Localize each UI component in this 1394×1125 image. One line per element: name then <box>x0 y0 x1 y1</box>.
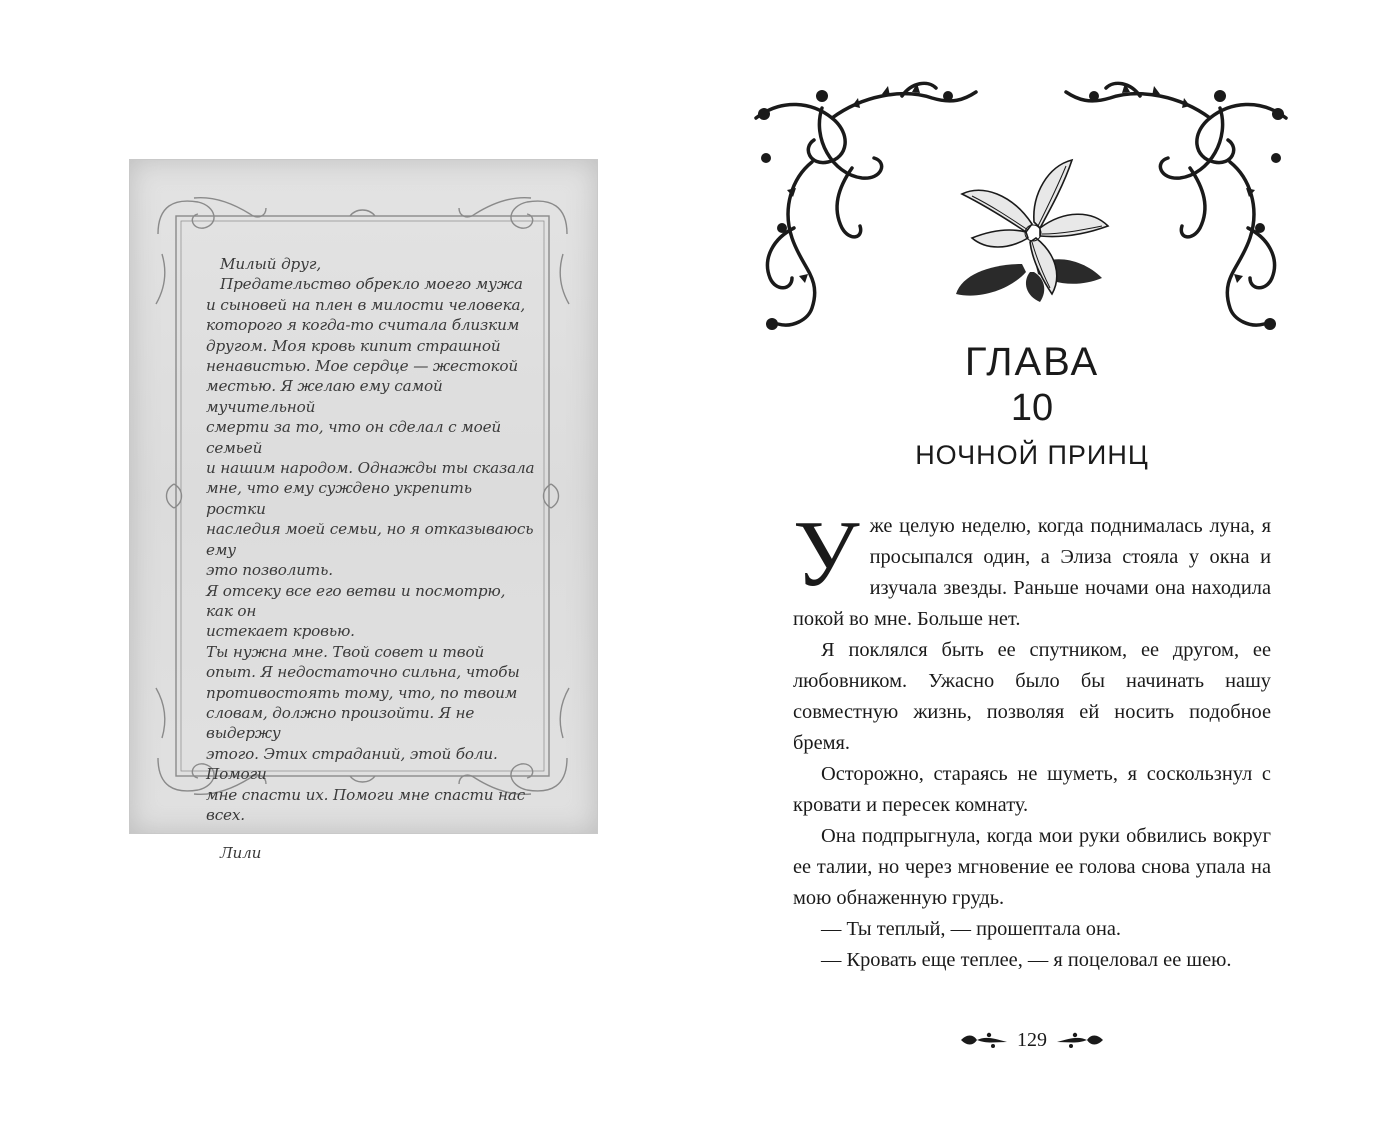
letter-line: и сыновей на плен в милости человека, <box>206 295 526 314</box>
paragraph <box>793 502 1271 635</box>
letter-line: и нашим народом. Однажды ты сказала <box>206 459 535 478</box>
ornament-left-icon <box>959 1030 1009 1050</box>
paragraph: — Кровать еще теплее, — я поцеловал ее шею. <box>821 949 1232 971</box>
letter-line: противостоять тому, что, по твоим <box>206 683 518 702</box>
letter-line: местью. Я желаю ему самой мучительной <box>206 377 443 416</box>
flower-illustration-icon <box>952 154 1112 304</box>
letter-line: словам, должно произойти. Я не выдержу <box>206 703 475 743</box>
page-number: 129 <box>1017 1028 1047 1051</box>
paragraph: — Ты теплый, — прошептала она. <box>821 918 1122 940</box>
chapter-number: 10 <box>1010 387 1054 429</box>
chapter-title: НОЧНОЙ ПРИНЦ <box>915 440 1149 470</box>
letter-line: это позволить. <box>206 561 333 580</box>
chapter-body <box>793 502 1271 976</box>
letter-line: мне спасти их. Помоги мне спасти нас <box>206 785 526 804</box>
page-footer <box>952 1025 1112 1055</box>
letter-line: всех. <box>206 805 245 824</box>
chapter-heading <box>793 338 1271 472</box>
letter-line: Ты нужна мне. Твой совет и твой <box>206 642 485 661</box>
letter-line: наследия моей семьи, но я отказываюсь ему <box>206 520 534 559</box>
letter-text <box>206 254 536 864</box>
letter-line: которого я когда-то считала близким <box>206 316 520 335</box>
ornament-right-icon <box>1055 1030 1105 1050</box>
letter-card <box>129 159 598 863</box>
letter-line: мне, что ему суждено укрепить ростки <box>206 479 472 518</box>
letter-line: смерти за то, что он сделал с моей семьей <box>206 418 502 457</box>
paragraph: Я поклялся быть ее спутником, ее другом, ее любовником. Ужасно было бы начинать нашу совместную жизнь, позволяя ей носить подобное бремя. <box>793 639 1271 754</box>
letter-line: истекает кровью. <box>206 622 355 641</box>
letter-line: ненавистью. Мое сердце — жестокой <box>206 357 519 376</box>
letter-greeting: Милый друг, <box>220 255 321 273</box>
letter-line: опыт. Я недостаточно сильна, чтобы <box>206 663 520 682</box>
paragraph: Осторожно, стараясь не шуметь, я соскользнул с кровати и пересек комнату. <box>793 763 1271 816</box>
letter-line: этого. Этих страданий, этой боли. Помоги <box>206 744 498 784</box>
drop-cap: У <box>793 502 860 606</box>
chapter-label: ГЛАВА <box>964 340 1100 384</box>
letter-signature: Лили <box>220 844 262 863</box>
letter-line: Я отсеку все его ветви и посмотрю, как он <box>206 581 506 620</box>
thorn-vine-left-icon <box>752 78 982 333</box>
paragraph-text: же целую неделю, когда поднималась луна, я просыпался один, а Элиза стояла у окна и изучала звезды. Раньше ночами она находила покой во мне. Больше нет. <box>793 515 1271 630</box>
letter-line: другом. Моя кровь кипит страшной <box>206 336 501 355</box>
paragraph: Она подпрыгнула, когда мои руки обвились вокруг ее талии, но через мгновение ее голова снова упала на мою обнаженную грудь. <box>793 825 1271 909</box>
letter-line: Предательство обрекло моего мужа <box>220 275 523 294</box>
